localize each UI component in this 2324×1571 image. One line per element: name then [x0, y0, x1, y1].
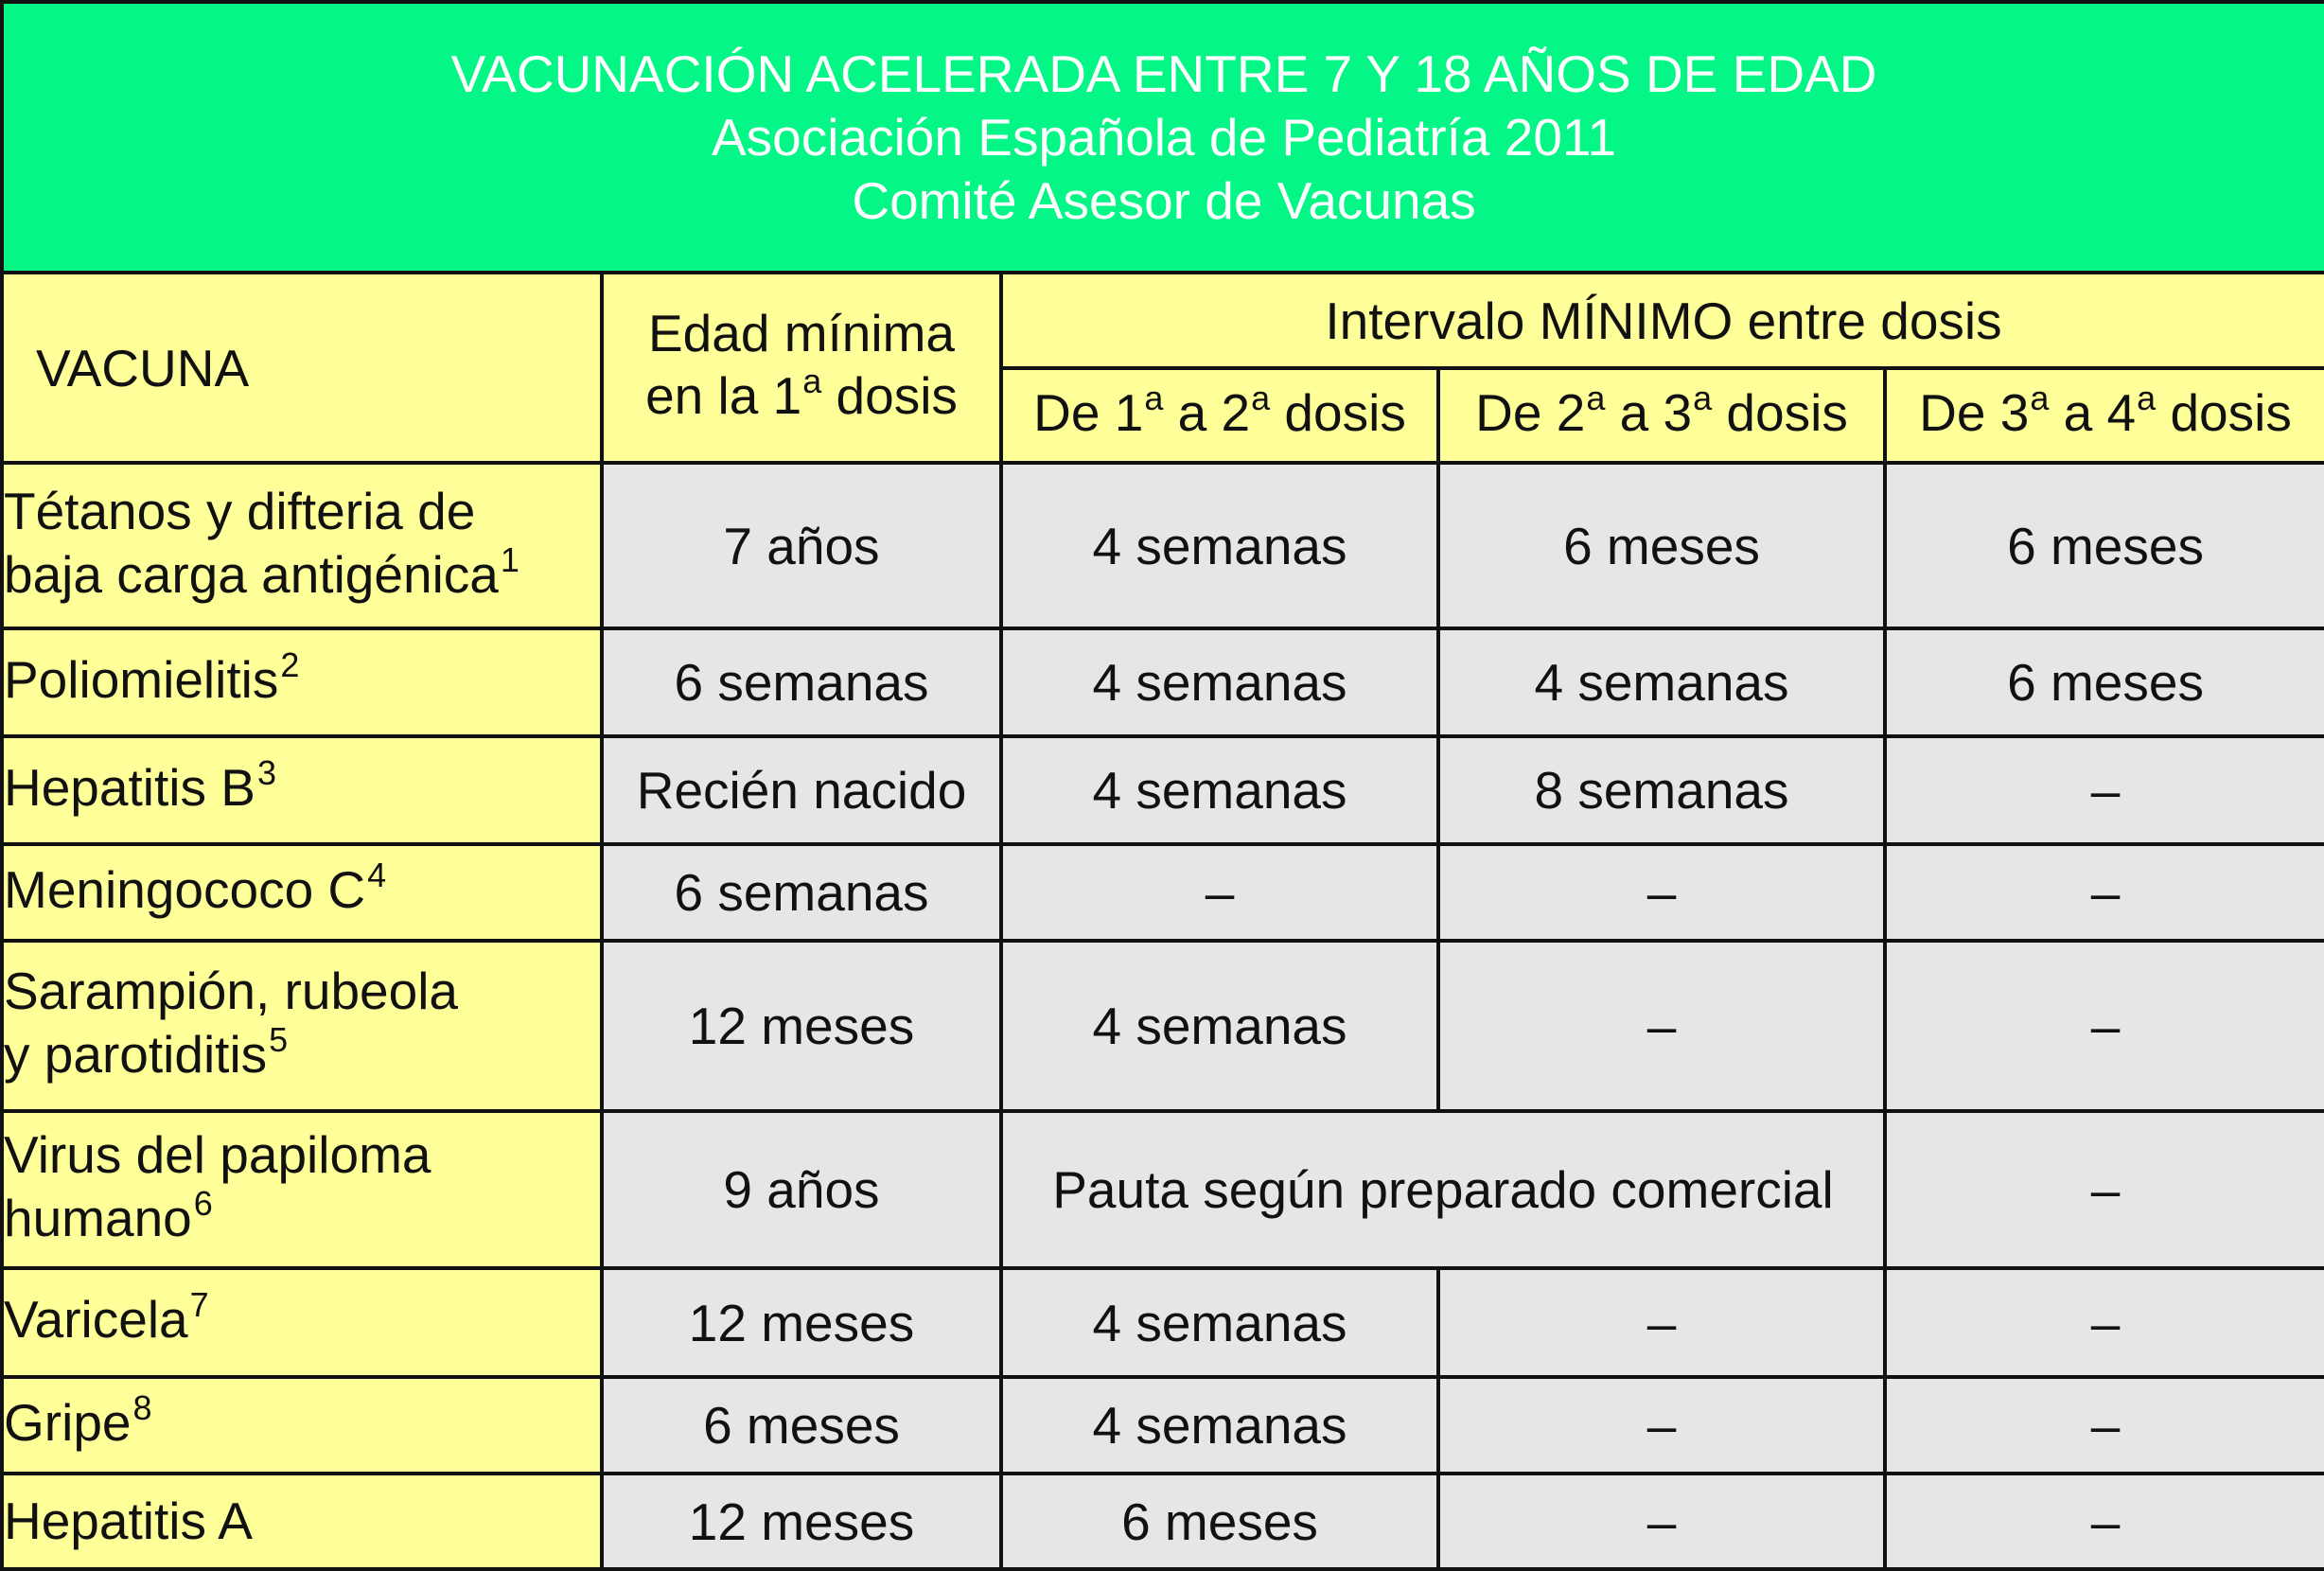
header-dose-3-to-4: [1885, 368, 2324, 463]
vaccine-name-text: Varicela: [4, 1290, 188, 1349]
vaccine-name: Hepatitis A: [2, 1474, 602, 1569]
interval-2-3-cell: 6 meses: [1438, 463, 1885, 628]
header-text: a 4: [2049, 382, 2137, 442]
table-row: [2, 1377, 2324, 1474]
table-row: [2, 1268, 2324, 1377]
vaccine-name-line-2: [4, 539, 600, 612]
header-edad-line-2: [604, 364, 999, 433]
vaccine-name-line-2: [4, 1184, 600, 1256]
vaccine-name-text: Gripe: [4, 1392, 132, 1452]
vaccine-name: [2, 1377, 602, 1474]
table-row: [2, 463, 2324, 628]
title-line-3: Comité Asesor de Vacunas: [852, 170, 1476, 230]
vaccine-name-line-1: Tétanos y difteria de: [4, 481, 476, 540]
header-edad-line-1: Edad mínima: [647, 304, 956, 362]
vaccine-name-text: Poliomielitis: [4, 649, 279, 709]
table-row: [2, 1474, 2324, 1569]
table-row: [2, 1111, 2324, 1268]
interval-1-3-merged-cell: Pauta según preparado comercial: [1001, 1111, 1885, 1268]
interval-1-2-cell: 4 semanas: [1001, 1377, 1438, 1474]
header-vacuna: VACUNA: [2, 273, 602, 463]
footnote-marker: 1: [500, 539, 519, 579]
interval-3-4-cell: –: [1885, 844, 2324, 941]
title-banner: [2, 2, 2324, 273]
header-dose-1-to-2: [1001, 368, 1438, 463]
interval-1-2-cell: 4 semanas: [1001, 628, 1438, 736]
header-intervalo-minimo: Intervalo MÍNIMO entre dosis: [1001, 273, 2324, 368]
title-line-2: Asociación Española de Pediatría 2011: [712, 107, 1617, 167]
header-dose-2-to-3: [1438, 368, 1885, 463]
vaccine-name: [2, 628, 602, 736]
header-edad-text-end: dosis: [821, 366, 958, 425]
header-text: a 2: [1163, 382, 1251, 442]
footnote-marker: 3: [256, 752, 276, 792]
interval-3-4-cell: –: [1885, 941, 2324, 1111]
interval-1-2-cell: –: [1001, 844, 1438, 941]
header-edad-minima: [602, 273, 1001, 463]
footnote-marker: 7: [189, 1285, 209, 1324]
ordinal-superscript: a: [2030, 378, 2050, 417]
interval-2-3-cell: 4 semanas: [1438, 628, 1885, 736]
min-age-cell: Recién nacido: [602, 736, 1001, 844]
ordinal-superscript: a: [802, 362, 822, 400]
min-age-cell: 9 años: [602, 1111, 1001, 1268]
title-line-1: VACUNACIÓN ACELERADA ENTRE 7 Y 18 AÑOS DE EDAD: [450, 44, 1877, 103]
interval-3-4-cell: –: [1885, 1377, 2324, 1474]
interval-2-3-cell: –: [1438, 941, 1885, 1111]
table-row: [2, 941, 2324, 1111]
ordinal-superscript: a: [1693, 378, 1713, 417]
vaccine-name-line-1: Sarampión, rubeola: [4, 962, 459, 1020]
table-row: [2, 736, 2324, 844]
interval-2-3-cell: –: [1438, 844, 1885, 941]
footnote-marker: 5: [269, 1020, 289, 1059]
header-text: De 3: [1919, 382, 2030, 442]
vaccine-name: [2, 463, 602, 628]
interval-3-4-cell: –: [1885, 1268, 2324, 1377]
vaccine-name: [2, 844, 602, 941]
header-text: De 1: [1033, 382, 1144, 442]
ordinal-superscript: a: [1251, 378, 1271, 417]
interval-3-4-cell: –: [1885, 1111, 2324, 1268]
vaccine-name-text: y parotiditis: [4, 1025, 268, 1084]
vaccine-name: [2, 1111, 602, 1268]
ordinal-superscript: a: [2137, 378, 2157, 417]
title-row: [2, 2, 2324, 273]
header-edad-text: en la 1: [645, 366, 802, 425]
vaccine-name-text: Meningococo C: [4, 859, 366, 919]
ordinal-superscript: a: [1586, 378, 1606, 417]
interval-3-4-cell: –: [1885, 1474, 2324, 1569]
vaccine-name-text: baja carga antigénica: [4, 544, 499, 604]
footnote-marker: 6: [193, 1184, 213, 1223]
interval-1-2-cell: 4 semanas: [1001, 941, 1438, 1111]
footnote-marker: 2: [280, 644, 300, 684]
interval-2-3-cell: 8 semanas: [1438, 736, 1885, 844]
min-age-cell: 12 meses: [602, 1268, 1001, 1377]
interval-1-2-cell: 6 meses: [1001, 1474, 1438, 1569]
min-age-cell: 12 meses: [602, 941, 1001, 1111]
header-text: dosis: [1712, 382, 1848, 442]
interval-1-2-cell: 4 semanas: [1001, 736, 1438, 844]
header-text: a 3: [1605, 382, 1693, 442]
interval-3-4-cell: –: [1885, 736, 2324, 844]
footnote-marker: 4: [367, 855, 387, 894]
table-row: [2, 628, 2324, 736]
vaccine-name: [2, 1268, 602, 1377]
vaccine-name-line-1: Virus del papiloma: [4, 1125, 431, 1184]
vaccine-name: [2, 941, 602, 1111]
interval-3-4-cell: 6 meses: [1885, 463, 2324, 628]
vaccine-name-line-2: [4, 1020, 600, 1092]
vaccine-name-text: humano: [4, 1189, 192, 1247]
ordinal-superscript: a: [1144, 378, 1164, 417]
vaccine-name: [2, 736, 602, 844]
interval-3-4-cell: 6 meses: [1885, 628, 2324, 736]
min-age-cell: 6 meses: [602, 1377, 1001, 1474]
interval-2-3-cell: –: [1438, 1474, 1885, 1569]
min-age-cell: 7 años: [602, 463, 1001, 628]
header-text: dosis: [1270, 382, 1406, 442]
header-text: dosis: [2156, 382, 2292, 442]
header-row-1: [2, 273, 2324, 368]
vaccine-name-text: Hepatitis B: [4, 757, 255, 817]
interval-2-3-cell: –: [1438, 1377, 1885, 1474]
interval-1-2-cell: 4 semanas: [1001, 1268, 1438, 1377]
min-age-cell: 6 semanas: [602, 628, 1001, 736]
header-text: De 2: [1475, 382, 1586, 442]
min-age-cell: 12 meses: [602, 1474, 1001, 1569]
interval-2-3-cell: –: [1438, 1268, 1885, 1377]
table-row: [2, 844, 2324, 941]
min-age-cell: 6 semanas: [602, 844, 1001, 941]
footnote-marker: 8: [132, 1387, 152, 1427]
interval-1-2-cell: 4 semanas: [1001, 463, 1438, 628]
